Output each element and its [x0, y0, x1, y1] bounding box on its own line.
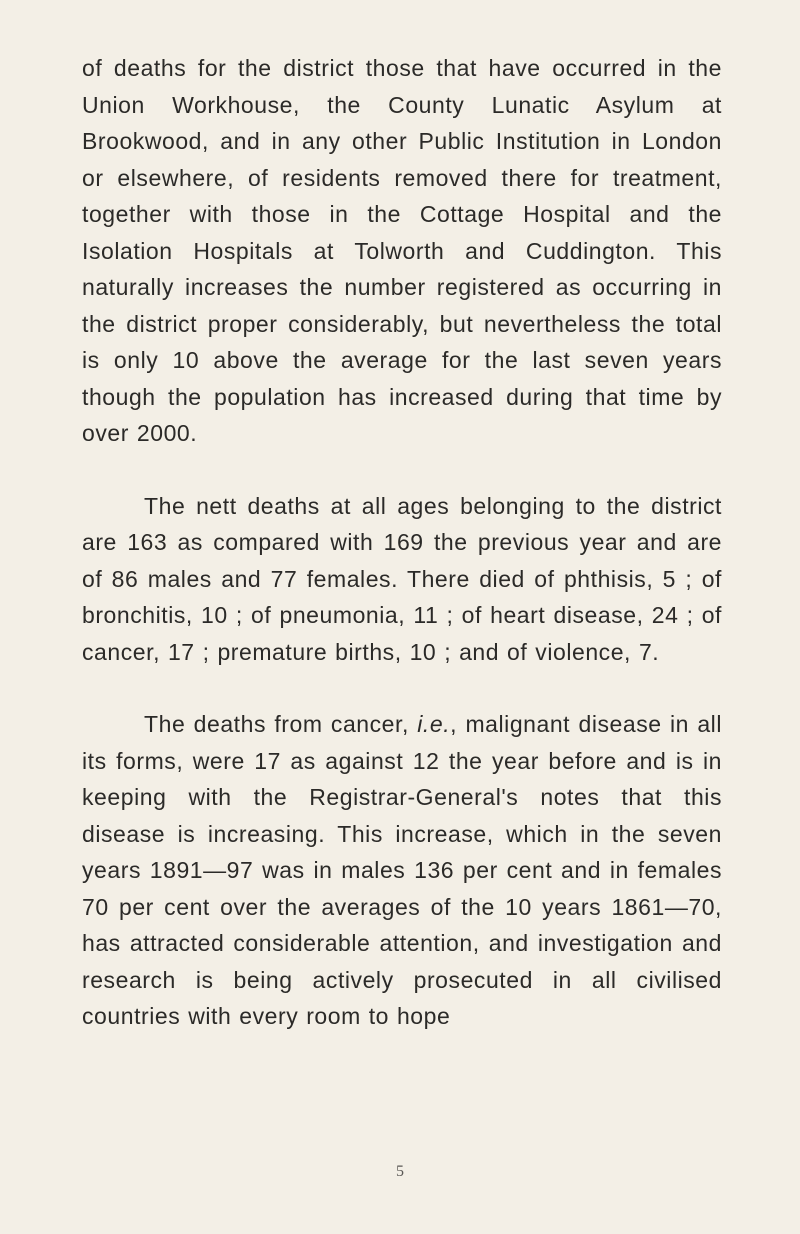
cancer-text-rest: , malignant disease in all its forms, were 17 as against 12 the year before and is in keeping with the Registrar-General's notes that this disease is increasing. This increase, which in the seven years 1891—97 was in males 136 per cent and in females 70 per cent over the averages of the 10 years 1861—70, has attracted considerable attention, and investigation and research is being actively prosecuted in all civilised countries with every room to hope: [82, 711, 722, 1029]
paragraph-continuation: of deaths for the district those that have occurred in the Union Workhouse, the County Lunatic Asylum at Brookwood, and in any other Public Institution in London or elsewhere, of residents removed there for treatment, together with those in the Cottage Hospital and the Isolation Hospitals at Tolworth and Cuddington. This naturally increases the number registered as occurring in the district proper considerably, but nevertheless the total is only 10 above the average for the last seven years though the population has increased during that time by over 2000.: [82, 55, 722, 446]
paragraph-cancer: [82, 706, 722, 1035]
paragraph-gap: [82, 452, 722, 488]
cancer-text-start: The deaths from cancer,: [144, 711, 409, 737]
italic-ie: i.e.: [417, 711, 451, 737]
document-page: [82, 50, 722, 1035]
paragraph-deaths-summary: The nett deaths at all ages belonging to the district are 163 as compared with 169 the previous year and are of 86 males and 77 females. There died of phthisis, 5 ; of bronchitis, 10 ; of pneumonia, 11 ; of heart disease, 24 ; of cancer, 17 ; premature births, 10 ; and of violence, 7.: [82, 492, 722, 665]
page-number: 5: [396, 1163, 404, 1180]
paragraph-gap: [82, 670, 722, 706]
